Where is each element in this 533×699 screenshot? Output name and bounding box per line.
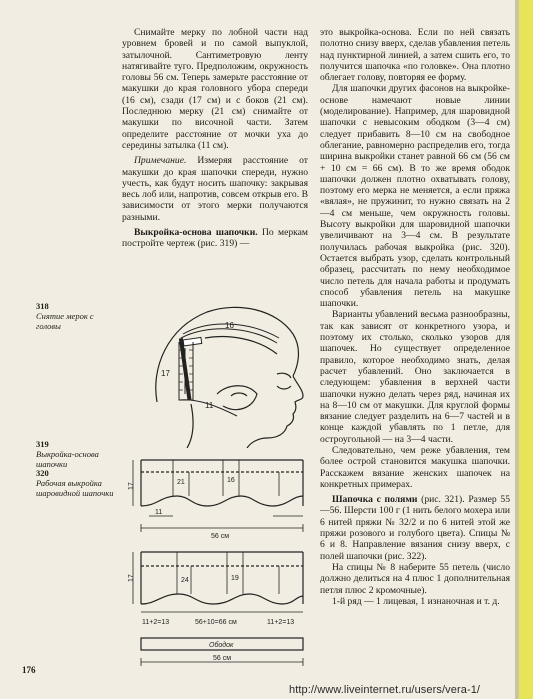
caption-320-text: Рабочая выкройка шаровидной шапочки <box>36 478 114 498</box>
pattern-paragraph <box>122 227 308 250</box>
caption-320-number: 320 <box>36 468 49 479</box>
figure-319-label-21: 21 <box>177 479 185 486</box>
hat-text: (рис. 321). Размер 55—56. Шерсти 100 г (1 нить белого мохера или 6 нитей пряжи № 32/2 и по 6 нитей этой же пряжи розового и голубого цвета). Спицы № 6 и 8. Направление вязания снизу вверх, с полей шапочки (рис. 322). <box>320 494 511 562</box>
pattern-heading: Выкройка-основа шапочки. <box>134 227 258 239</box>
hat-paragraph <box>320 494 510 562</box>
figure-band <box>127 632 317 672</box>
caption-318-number: 318 <box>36 301 49 311</box>
figure-318-label-16: 16 <box>225 321 234 330</box>
figure-319-label-16: 16 <box>227 477 235 484</box>
right-paragraph-4: Следовательно, чем реже убавления, тем более острой становится макушка шапочки. Расскажем вязание женских шапочек на конкретных примерах. <box>320 444 510 490</box>
right-paragraph-2: Для шапочки других фасонов на выкройке-основе намечают новые линии (моделирование). Например, для шаровидной шапочки с невысоким ободком (3—4 см) следует прибавить 8—10 см на свободное облегание, равномерно распределив его, тогда ширина выкройки станет равной 66 см (56 см + 10 см = 66 см). В то же время ободок шапочки должен плотно охватывать голову, поэтому его мерка не меняется, а если пряжа «вялая», не пружинит, то нужно связать на 2—4 см меньше, чем окружность головы. Высоту выкройки для шаровидной шапочки увеличивают на 3—4 см. В результате получилась рабочая выкройка (рис. 320). Остается выбрать узор, сделать контрольный образец, рассчитать по нему необходимое число петель для начала работы и продумать способ убавления петель на макушке шапочки. <box>320 83 510 310</box>
figure-320-label-right: 11+2=13 <box>267 619 295 626</box>
note-text: Измеряя расстояние от макушки до края шапочки спереди, нужно учесть, как будут носить шапочку: закрывая весь лоб или, напротив, совсем открыв его. В зависимости от этого мерки получаются разными. <box>122 155 308 223</box>
band-width: 56 см <box>213 655 232 662</box>
note-paragraph <box>122 155 308 223</box>
figure-319-basic-pattern <box>127 452 317 544</box>
caption-319-320 <box>36 440 122 499</box>
right-paragraph-1: это выкройка-основа. Если по ней связать полотно снизу вверх, сделав убавления петель над пунктирной линией, а затем сшить его, то получится шапочка «по головке». Она плотно облегает голову, повторяя ее форму. <box>320 27 510 84</box>
figure-319-width: 56 см <box>211 533 230 540</box>
caption-319-text: Выкройка-основа шапочки <box>36 448 99 469</box>
figure-320-label-19: 19 <box>231 575 239 582</box>
watermark-url: http://www.liveinternet.ru/users/vera-1/ <box>289 684 481 696</box>
measure-paragraph: Снимайте мерку по лобной части над уровнем бровей и по самой выпуклой, затылочной. Сантиметровую ленту натягивайте туго. Предположим, окружность головы 56 см. Теперь замерьте расстояние от макушки до края головного убора спереди (16 см), сзади (17 см) и с боков (21 см). Последнюю мерку (21 см) снимайте от макушки по височной части. Затем определите расстояние от мочки уха до середины затылка (11 см). <box>122 27 308 151</box>
figure-319-label-17: 17 <box>128 482 135 490</box>
page-number: 176 <box>22 665 36 675</box>
hat-heading: Шапочка с полями <box>332 494 418 506</box>
figure-318-label-17: 17 <box>161 369 170 378</box>
caption-319-number: 319 <box>36 439 49 449</box>
band-label: Ободок <box>209 642 234 649</box>
caption-318 <box>36 302 116 331</box>
figure-319-label-11: 11 <box>155 509 163 516</box>
yellow-page-edge <box>519 0 533 699</box>
figure-318-head <box>127 298 313 448</box>
right-paragraph-3: Варианты убавлений весьма разнообразны, так как зависят от конкретного узора, и поэтому их столько, сколько узоров для шапочек. Но существует определенное правило, которое необходимо знать, делая расчет убавлений. Оно заключается в следующем: убавления в верхней части шапочки нужно делать через ряд, начиная их на 8—10 см от макушки. Для круглой формы вязание следует разделить на 6—7 частей и в конце каждой убавлять по 1 петле, для остроугольной — на 3—4 части. <box>320 309 510 445</box>
caption-318-text: Снятие мерок с головы <box>36 310 94 331</box>
right-paragraph-6: На спицы № 8 наберите 55 петель (число должно делиться на 4 плюс 1 дополнительная петля плюс 2 кромочные). <box>320 561 510 596</box>
figure-318-label-11: 11 <box>205 401 214 410</box>
left-text-column <box>122 27 308 250</box>
figure-320-working-pattern <box>127 546 317 638</box>
figure-320-width: 56+10=66 см <box>195 619 237 626</box>
pattern-text: По меркам постройте чертеж (рис. 319) — <box>122 227 308 250</box>
right-text-column <box>320 27 510 607</box>
figure-320-label-left: 11+2=13 <box>142 619 170 626</box>
note-label: Примечание. <box>134 155 187 167</box>
right-paragraph-7: 1-й ряд — 1 лицевая, 1 изнаночная и т. д. <box>332 595 500 607</box>
figure-320-label-24: 24 <box>181 577 189 584</box>
figure-320-label-17: 17 <box>128 574 135 582</box>
